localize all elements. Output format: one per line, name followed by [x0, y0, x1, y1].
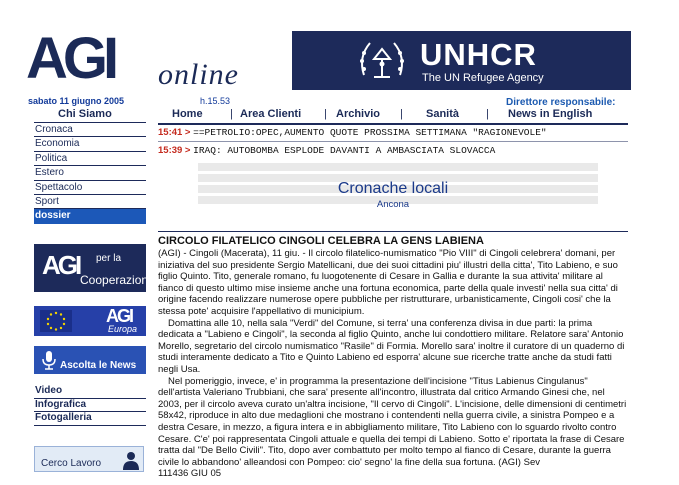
nav-home[interactable]: Home [172, 108, 203, 120]
sidebar-item-economia[interactable]: Economia [34, 137, 146, 151]
nav-separator: | [486, 108, 489, 120]
nav-news-in-english[interactable]: News in English [508, 108, 593, 120]
article-paragraph: Domattina alle 10, nella sala "Verdi" del Comune, si terra' una conferenza divisa in due parti: la prima dedicata a "Labieno e Cingoli", la seconda al figlio Quinto, anche lui condottiero militare. Relatore sara' Antonio Morello, segretario del circolo numismatico "Rasile" di Formia. Morello sara' inoltre il curatore di un quaderno di studi interamente dedicato a Tito e Quinto Labieno ed esporra' alcune sue ricerche tratte anche da studi fatti negli Usa. [158, 317, 625, 375]
section-title: Cronache locali [337, 180, 449, 197]
ascolta-le-news-banner[interactable] [34, 346, 146, 374]
online-logo: online [158, 58, 239, 91]
article-footer-code: 111436 GIU 05 [158, 468, 222, 480]
ticker-divider [158, 141, 628, 142]
nav-separator: | [230, 108, 233, 120]
article-paragraph: Nel pomeriggio, invece, e' in programma la presentazione dell'incisione "Titus Labienus Cingulanus" dell'artista Valeriano Trubbiani, che sara' presente all'incontro, illustrata dal critico Armando Ginesi che, nel 2003, per il circolo aveva curato un'altra incisione, "Il cervo di Cingoli". L'incisione, delle dimensioni di centimetri 58x42, riproduce in alto due medaglioni che mostrano i contendenti nella guerra civile, a sinistra Pompeo e a destra Cesare, in mezzo, a figura intera e in abbigliamento militare, Tito Labieno con lo sguardo rivolto contro Cesare. C'e' poi rappresentata Cingoli attuale e quella dei tempi di Labieno. Sotto e' riportata la frase di Cesare tratta dal "De Bello Civili". Tito, dopo aver combattuto per molto tempo al fianco di Cesare, durante la guerra civile lo abbandono' alleandosi con Pompeo: cio' segno' la fine della sua fortuna. (AGI) Sev [158, 375, 627, 468]
current-date: sabato 11 giugno 2005 [28, 96, 125, 106]
nav-archivio[interactable]: Archivio [336, 108, 381, 120]
cerco-lavoro-banner[interactable] [34, 446, 144, 472]
sidebar-item-estero[interactable]: Estero [34, 166, 146, 180]
sidebar-menu [34, 123, 146, 224]
sidebar-item-infografica[interactable]: Infografica [34, 399, 146, 413]
ticker-item[interactable] [158, 127, 547, 138]
nav-divider [158, 123, 628, 125]
unhcr-banner[interactable] [292, 31, 631, 90]
ticker-time: 15:41 > [158, 127, 191, 138]
direttore-label: Direttore responsabile: [506, 97, 616, 108]
nav-separator: | [400, 108, 403, 120]
sidebar-item-dossier[interactable]: dossier [34, 209, 146, 223]
coop-per-la-text: per la [96, 253, 122, 264]
microphone-icon [40, 350, 58, 370]
ticker-headline[interactable]: ==PETROLIO:OPEC,AUMENTO QUOTE PROSSIMA SETTIMANA "RAGIONEVOLE" [193, 127, 547, 138]
agi-europa-banner[interactable] [34, 306, 146, 336]
media-menu [34, 385, 146, 426]
eu-stars-icon [40, 310, 72, 332]
agi-cooperazione-banner[interactable] [34, 244, 155, 292]
top-navigation [158, 106, 628, 124]
unhcr-emblem-icon [356, 37, 408, 83]
section-subtitle: Ancona [376, 199, 410, 210]
nav-sanita[interactable]: Sanità [426, 108, 460, 120]
sidebar-item-video[interactable]: Video [34, 385, 146, 399]
ticker-headline[interactable]: IRAQ: AUTOBOMBA ESPLODE DAVANTI A AMBASCIATA SLOVACCA [193, 145, 496, 156]
europa-text: Europa [108, 324, 138, 334]
nav-separator: | [324, 108, 327, 120]
ascolta-le-news-label: Ascolta le News [60, 360, 137, 371]
chi-siamo-link[interactable]: Chi Siamo [58, 108, 112, 120]
coop-agi-text: AGI [42, 250, 80, 280]
coop-cooperazione-text: Cooperazione [80, 273, 155, 287]
sidebar-item-cronaca[interactable]: Cronaca [34, 123, 146, 137]
agi-logo[interactable]: AGI [26, 26, 115, 91]
banner-title: UNHCR [420, 37, 537, 72]
cerco-lavoro-label: Cerco Lavoro [41, 458, 102, 469]
article-body [158, 248, 628, 480]
ticker-time: 15:39 > [158, 145, 191, 156]
article-paragraph: (AGI) - Cingoli (Macerata), 11 giu. - Il circolo filatelico-numismatico "Pio VIII" di Cingoli celebrera' domani, per iniziativa del suo presidente Sergio Matellicani, due dei suoi cittadini piu' illustri della citta', Tito Labieno, e suo figlio Quinto. Tito, generale romano, fu luogotenente di Cesare in Gallia e durante la sua attivita' militare al fianco di questo ultimo mise insieme anche una fortuna economica, parte della quale investi' nella sua citta' di origine facendo realizzare numerose opere pubbliche per ristrutturare, urbanisticamente, Cingoli cosi' che la stessa pote' acquisire l'appellativo di municipium. [158, 248, 618, 317]
sidebar-item-sport[interactable]: Sport [34, 195, 146, 209]
article-title: CIRCOLO FILATELICO CINGOLI CELEBRA LA GENS LABIENA [158, 235, 484, 247]
sidebar-item-spettacolo[interactable]: Spettacolo [34, 181, 146, 195]
europa-agi-text: AGI [106, 306, 133, 326]
nav-area-clienti[interactable]: Area Clienti [240, 108, 302, 120]
banner-tagline: The UN Refugee Agency [422, 72, 544, 84]
person-icon [121, 450, 141, 470]
section-divider [158, 231, 628, 232]
sidebar-item-fotogalleria[interactable]: Fotogalleria [34, 412, 146, 426]
sidebar-item-politica[interactable]: Politica [34, 152, 146, 166]
ticker-item[interactable] [158, 145, 495, 156]
current-time: h.15.53 [200, 96, 231, 106]
